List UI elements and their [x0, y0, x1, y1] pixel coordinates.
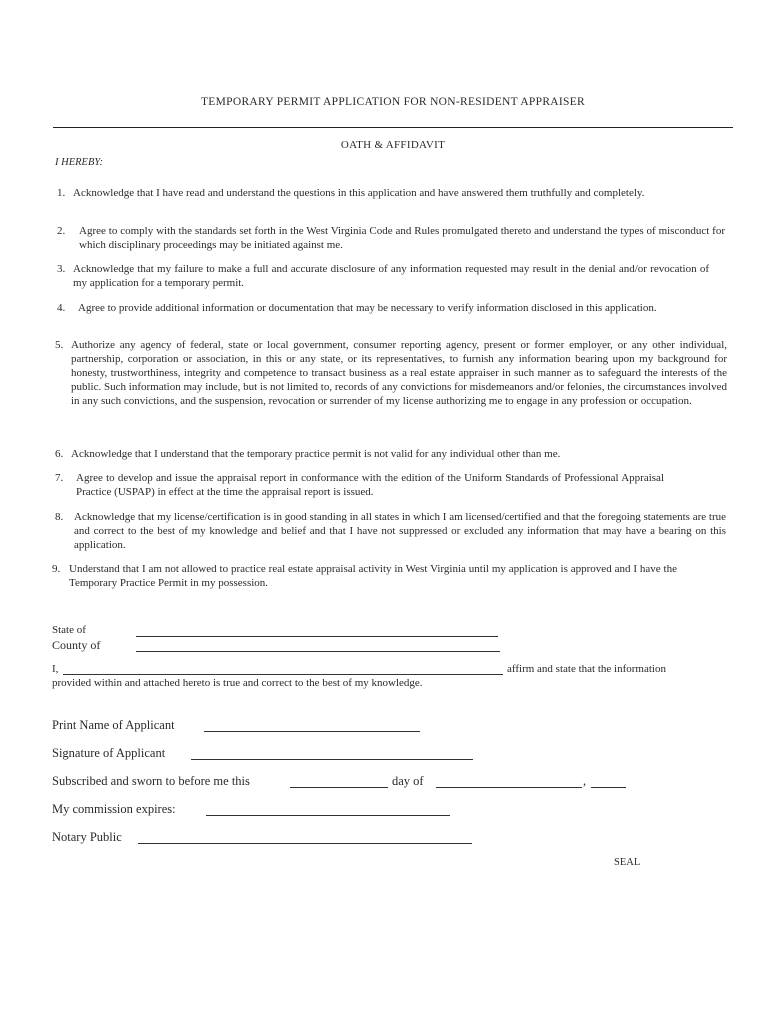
affirm-prefix: I,	[52, 663, 59, 675]
item-number: 3.	[57, 263, 66, 275]
item-number: 9.	[52, 563, 61, 575]
item-number: 2.	[57, 225, 66, 237]
state-field[interactable]	[136, 625, 498, 637]
subscribed-label: Subscribed and sworn to before me this	[52, 774, 250, 788]
notary-field[interactable]	[138, 832, 472, 844]
item-number: 8.	[55, 511, 64, 523]
day-field[interactable]	[290, 776, 388, 788]
item-text: Agree to provide additional information or documentation that may be necessary to verify information disclosed in this application.	[78, 302, 657, 314]
county-label: County of	[52, 638, 101, 652]
month-field[interactable]	[436, 776, 582, 788]
item-number: 1.	[57, 187, 66, 199]
notary-label: Notary Public	[52, 830, 122, 844]
county-field[interactable]	[136, 640, 500, 652]
seal-label: SEAL	[614, 857, 641, 868]
signature-label: Signature of Applicant	[52, 746, 166, 760]
item-number: 7.	[55, 472, 64, 484]
item-text: Acknowledge that I have read and understand the questions in this application and have answered them truthfully and completely.	[73, 187, 645, 199]
hereby-intro: I HEREBY:	[55, 157, 104, 168]
item-number: 4.	[57, 302, 66, 314]
item-number: 5.	[55, 339, 64, 351]
item-text: Acknowledge that my failure to make a full and accurate disclosure of any information requested may result in the denial and/or revocation of my application for a temporary permit.	[73, 263, 709, 289]
affiant-name-field[interactable]	[63, 663, 503, 675]
commission-field[interactable]	[206, 804, 450, 816]
state-label: State of	[52, 624, 86, 636]
print-name-label: Print Name of Applicant	[52, 718, 175, 732]
item-text: Authorize any agency of federal, state or local government, consumer reporting agency, present or former employer, or any other individual, partnership, corporation or association, in this or any state, or its representatives, to furnish any information bearing upon my background for honesty, trustworthiness, integrity and competence to transact business as a real estate appraiser in such manner as to safeguard the interests of the public. Such information may include, but is not limited to, records of any convictions for misdemeanors and/or felonies, the circumstances involved in any such convictions, and the suspension, revocation or surrender of my license authorizing me to engage in any profession or occupation.	[71, 339, 727, 407]
year-field[interactable]	[591, 776, 626, 788]
item-text: Acknowledge that I understand that the temporary practice permit is not valid for any individual other than me.	[71, 448, 561, 460]
item-text: Agree to comply with the standards set forth in the West Virginia Code and Rules promulgated thereto and understand the types of misconduct for which disciplinary proceedings may be initiated against me.	[79, 225, 725, 251]
item-text: Agree to develop and issue the appraisal report in conformance with the edition of the Uniform Standards of Professional Appraisal Practice (USPAP) in effect at the time the appraisal report is issued.	[76, 472, 664, 498]
affirm-suffix: affirm and state that the information	[507, 663, 666, 675]
print-name-field[interactable]	[204, 720, 420, 732]
item-text: Acknowledge that my license/certification is in good standing in all states in which I am licensed/certified and that the foregoing statements are true and correct to the best of my knowledge and belief and that I have not suppressed or excluded any information that may have a bearing on this application.	[74, 511, 726, 551]
comma: ,	[583, 774, 587, 788]
day-of-label: day of	[392, 774, 424, 788]
commission-label: My commission expires:	[52, 802, 176, 816]
title-divider	[53, 127, 733, 128]
oath-heading: OATH & AFFIDAVIT	[340, 139, 446, 151]
document-title: TEMPORARY PERMIT APPLICATION FOR NON-RESIDENT APPRAISER	[200, 96, 586, 108]
item-text: Understand that I am not allowed to practice real estate appraisal activity in West Virginia until my application is approved and I have the Temporary Practice Permit in my possession.	[69, 563, 677, 589]
item-number: 6.	[55, 448, 64, 460]
signature-field[interactable]	[191, 748, 473, 760]
affirm-line-2: provided within and attached hereto is true and correct to the best of my knowledge.	[52, 677, 423, 689]
